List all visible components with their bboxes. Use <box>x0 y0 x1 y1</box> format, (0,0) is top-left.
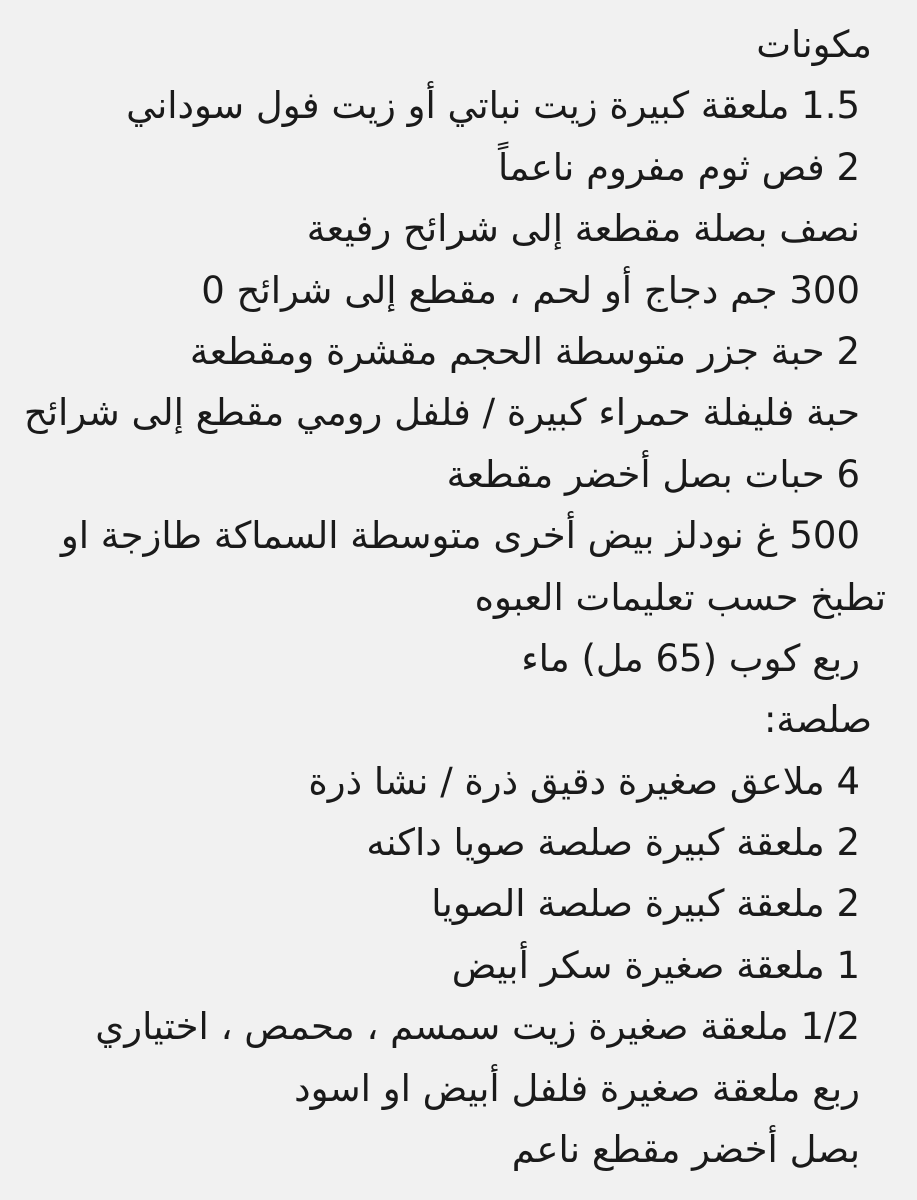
ingredient-line: 300 جم دجاج أو لحم ، مقطع إلى شرائح 0 <box>201 268 860 312</box>
ingredient-line: حبة فليفلة حمراء كبيرة / فلفل رومي مقطع إلى شرائح <box>23 391 860 435</box>
ingredients-heading: مكونات <box>756 23 872 66</box>
ingredient-line: ربع كوب (65 مل) ماء <box>521 636 860 680</box>
ingredient-line-continuation: تطبخ حسب تعليمات العبوه <box>474 575 886 619</box>
sauce-line: 2 ملعقة كبيرة صلصة الصويا <box>431 882 860 926</box>
sauce-line: 2 ملعقة كبيرة صلصة صويا داكنه <box>366 821 860 865</box>
ingredient-line: 2 فص ثوم مفروم ناعماً <box>498 145 860 189</box>
sauce-heading: صلصة: <box>763 698 872 742</box>
sauce-line: ربع ملعقة صغيرة فلفل أبيض او اسود <box>294 1066 860 1110</box>
ingredient-line: 6 حبات بصل أخضر مقطعة <box>446 452 860 496</box>
ingredient-line: 2 حبة جزر متوسطة الحجم مقشرة ومقطعة <box>189 329 860 373</box>
ingredient-line: نصف بصلة مقطعة إلى شرائح رفيعة <box>306 207 860 251</box>
sauce-line: بصل أخضر مقطع ناعم <box>511 1128 860 1172</box>
sauce-line: 1 ملعقة صغيرة سكر أبيض <box>451 943 860 987</box>
sauce-line: 4 ملاعق صغيرة دقيق ذرة / نشا ذرة <box>308 759 860 803</box>
ingredient-line: 500 غ نودلز بيض أخرى متوسطة السماكة طازجة او <box>60 514 860 558</box>
ingredient-line: 1.5 ملعقة كبيرة زيت نباتي أو زيت فول سوداني <box>126 84 860 128</box>
sauce-line: 1/2 ملعقة صغيرة زيت سمسم ، محمص ، اختياري <box>95 1005 860 1049</box>
